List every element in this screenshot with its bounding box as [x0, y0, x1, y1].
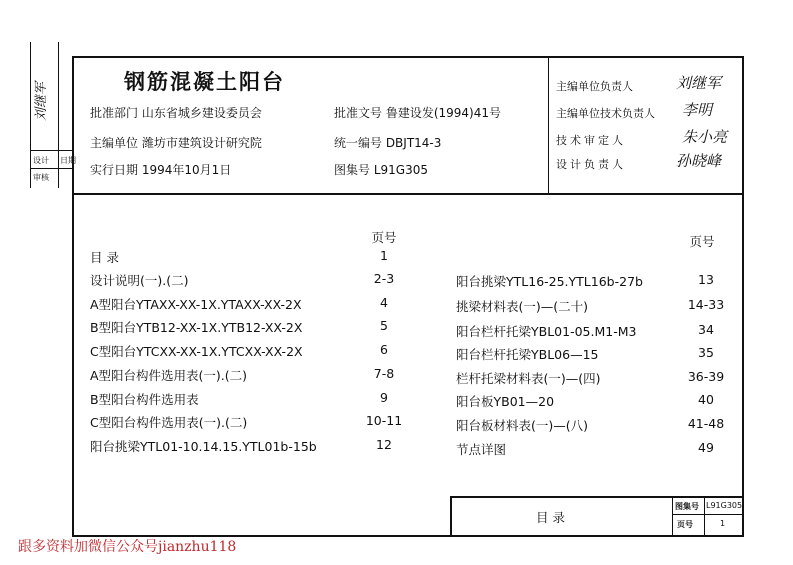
footer-block-divider — [450, 496, 452, 537]
toc-item-page: 41-48 — [687, 416, 725, 431]
toc-item-title: B型阳台构件选用表 — [90, 392, 199, 407]
toc-item-title: 阳台栏杆托梁YBL01-05.M1-M3 — [456, 324, 637, 339]
page-title: 钢筋混凝土阳台 — [124, 70, 285, 94]
toc-item-page: 5 — [380, 318, 388, 333]
toc-item-title: C型阳台YTCXX-XX-1X.YTCXX-XX-2X — [90, 344, 303, 359]
toc-item-title: 栏杆托梁材料表(一)—(四) — [456, 371, 601, 386]
footer-atlas-value: L91G305 — [706, 501, 743, 510]
left-strip-cell: 日期 — [60, 156, 76, 165]
toc-item-title: A型阳台YTAXX-XX-1X.YTAXX-XX-2X — [90, 297, 302, 312]
toc-item-page: 2-3 — [373, 271, 395, 286]
toc-item-page: 36-39 — [687, 369, 725, 384]
toc-item-title: 阳台挑梁YTL16-25.YTL16b-27b — [456, 274, 643, 289]
resp-role: 技术审定人 — [556, 134, 626, 147]
unified-no: 统一编号 DBJT14-3 — [334, 136, 442, 150]
footer-page-label: 页号 — [677, 520, 693, 529]
footer-block-divider — [672, 496, 673, 537]
header-divider — [72, 193, 744, 195]
toc-item-page: 10-11 — [365, 413, 403, 428]
footer-block-divider — [672, 514, 744, 515]
toc-item-page: 6 — [380, 342, 388, 357]
header-right-divider — [548, 56, 549, 194]
resp-role: 主编单位负责人 — [556, 80, 633, 93]
left-strip-cell: 设计 — [33, 156, 49, 165]
chief-unit: 主编单位 潍坊市建筑设计研究院 — [90, 136, 262, 150]
footer-block-divider — [704, 496, 705, 537]
toc-item-title: 阳台板YB01—20 — [456, 394, 555, 409]
toc-item-page: 40 — [698, 392, 714, 407]
toc-item-page: 34 — [698, 322, 714, 337]
toc-item-page: 13 — [698, 272, 714, 287]
footer-caption: 目 录 — [536, 510, 565, 525]
toc-item-title: 目 录 — [90, 250, 119, 265]
toc-item-title: 节点详图 — [456, 442, 507, 457]
toc-item-page: 9 — [380, 390, 388, 405]
toc-item-page: 1 — [380, 248, 388, 263]
toc-item-page: 49 — [698, 440, 714, 455]
approve-dept: 批准部门 山东省城乡建设委员会 — [90, 106, 262, 120]
footer-divider — [450, 496, 744, 498]
toc-item-page: 14-33 — [687, 297, 725, 312]
footer-page-value: 1 — [720, 519, 726, 528]
toc-item-title: 阳台栏杆托梁YBL06—15 — [456, 347, 599, 362]
left-strip-divider — [30, 150, 72, 151]
atlas-no: 图集号 L91G305 — [334, 163, 428, 177]
resp-signature: 孙晓峰 — [676, 152, 722, 170]
toc-page-header-right: 页号 — [689, 234, 715, 249]
resp-signature: 刘继军 — [676, 74, 722, 92]
toc-item-title: 阳台板材料表(一)—(八) — [456, 418, 589, 433]
footer-atlas-label: 图集号 — [675, 502, 699, 511]
toc-item-page: 7-8 — [373, 366, 395, 381]
toc-item-page: 12 — [376, 437, 392, 452]
toc-item-title: C型阳台构件选用表(一).(二) — [90, 415, 248, 430]
resp-signature: 李明 — [682, 101, 713, 119]
resp-role: 主编单位技术负责人 — [556, 107, 655, 120]
left-strip-border — [58, 42, 59, 188]
toc-item-page: 35 — [698, 345, 714, 360]
toc-item-page: 4 — [380, 295, 388, 310]
resp-role: 设计负责人 — [556, 158, 626, 171]
left-strip-signature: 刘继军 — [34, 81, 50, 122]
watermark-text: 跟多资料加微信公众号jianzhu118 — [18, 539, 237, 555]
approve-doc: 批准文号 鲁建设发(1994)41号 — [334, 106, 501, 120]
resp-signature: 朱小亮 — [682, 128, 728, 146]
left-strip-cell: 审核 — [33, 173, 49, 182]
toc-item-title: 挑梁材料表(一)—(二十) — [456, 299, 589, 314]
toc-item-title: A型阳台构件选用表(一).(二) — [90, 368, 248, 383]
left-strip-divider — [30, 168, 72, 169]
toc-item-title: B型阳台YTB12-XX-1X.YTB12-XX-2X — [90, 320, 303, 335]
toc-item-title: 设计说明(一).(二) — [90, 273, 189, 288]
toc-page-header-left: 页号 — [371, 230, 397, 245]
impl-date: 实行日期 1994年10月1日 — [90, 163, 232, 177]
toc-item-title: 阳台挑梁YTL01-10.14.15.YTL01b-15b — [90, 439, 317, 454]
